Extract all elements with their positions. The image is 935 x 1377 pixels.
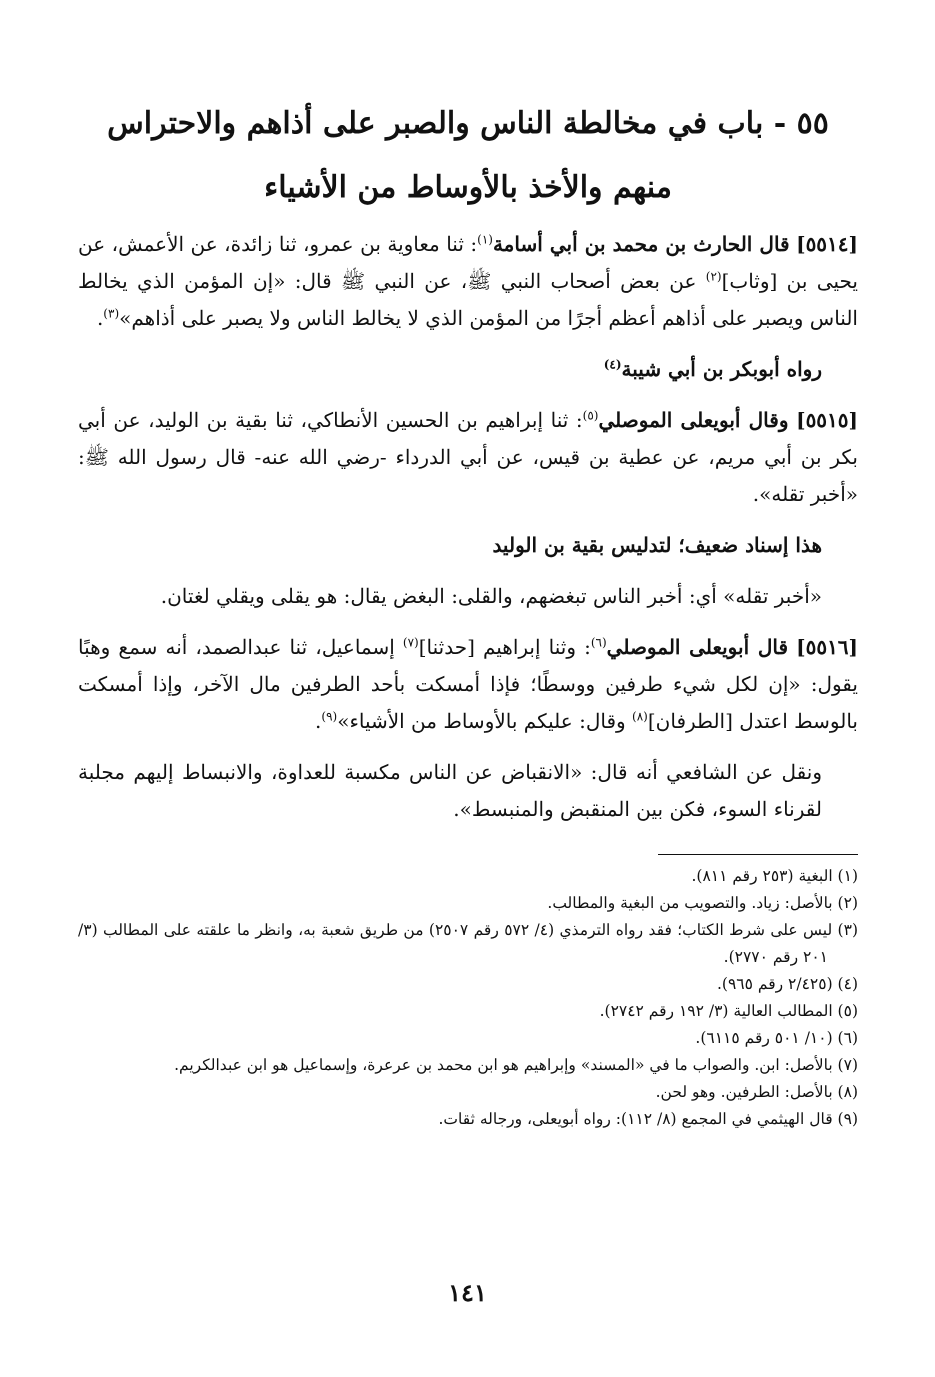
rawah-text: رواه أبوبكر بن أبي شيبة (621, 357, 822, 381)
footnote-ref: (٣) (103, 306, 120, 321)
footnote-6: (٦) (١٠/ ٥٠١ رقم ٦١١٥). (695, 1029, 858, 1047)
footnote-3: (٣) ليس على شرط الكتاب؛ فقد رواه الترمذي (٤/ ٥٧٢ رقم ٢٥٠٧) من طريق شعبة به، وانظر ما علقته على المطالب (٣/ ٢٠١ رقم ٢٧٧٠). (78, 921, 858, 966)
hadith-text: : ثنا معاوية بن عمرو، ثنا زائدة، عن الأعمش، عن يحيى بن [وثاب] (78, 232, 858, 293)
footnote-5: (٥) المطالب العالية (٣/ ١٩٢ رقم ٢٧٤٢). (599, 1002, 858, 1020)
footnote-ref: (٩) (321, 709, 338, 724)
hadith-number: [٥٥١٦] (796, 635, 859, 659)
hadith-text: عن بعض أصحاب النبي ﷺ، عن النبي ﷺ قال: «إن المؤمن الذي يخالط الناس ويصبر على أذاهم أعظم أجرًا من المؤمن الذي لا يخالط الناس ولا يصبر على أذاهم» (78, 269, 858, 330)
hadith-number: [٥٥١٤] (796, 232, 858, 256)
footnote-ref: (٢) (705, 269, 722, 284)
hadith-text: : ثنا إبراهيم بن الحسين الأنطاكي، ثنا بقية بن الوليد، عن أبي بكر بن أبي مريم، عن عطية بن قيس، عن أبي الدرداء -رضي الله عنه- قال رسول الله ﷺ: «أخبر تقله». (78, 408, 858, 506)
footnote-ref: (١) (477, 232, 493, 247)
hadith-5514 (78, 226, 858, 337)
hadith-text: إسماعيل، ثنا عبدالصمد، أنه سمع وهبًا يقول: «إن لكل شيء طرفين ووسطًا؛ فإذا أمسكت بأحد الطرفين مال الآخر، وإذا أمسكت بالوسط اعتدل [الطرفان] (78, 635, 858, 733)
footnote-ref: (٧) (402, 635, 419, 650)
hadith-text: وقال: عليكم بالأوساط من الأشياء» (337, 709, 633, 733)
footnote-ref: (٦) (590, 635, 607, 650)
footnote-separator (658, 854, 858, 855)
isnad-grading: هذا إسناد ضعيف؛ لتدليس بقية بن الوليد (492, 533, 822, 557)
footnotes (78, 863, 858, 1133)
footnote-ref: (٨) (632, 709, 648, 724)
hadith-text: : وثنا إبراهيم [حدثنا] (418, 635, 591, 659)
hadith-number: [٥٥١٥] (796, 408, 858, 432)
chapter-title-line-1: ٥٥ - باب في مخالطة الناس والصبر على أذاهم والاحتراس (107, 106, 829, 141)
footnote-1: (١) البغية (٢٥٣ رقم ٨١١). (691, 867, 858, 885)
hadith-end: . (315, 709, 322, 733)
footnote-9: (٩) قال الهيثمي في المجمع (٨/ ١١٢): رواه أبويعلى، ورجاله ثقات. (438, 1110, 858, 1128)
footnote-ref: (٤) (603, 357, 622, 372)
footnote-2: (٢) بالأصل: زياد. والتصويب من البغية والمطالب. (547, 894, 858, 912)
chapter-title (78, 92, 858, 220)
footnote-8: (٨) بالأصل: الطرفين. وهو لحن. (655, 1083, 858, 1101)
shafii-quote: ونقل عن الشافعي أنه قال: «الانقباض عن الناس مكسبة للعداوة، والانبساط إليهم مجلبة لقرناء السوء، فكن بين المنقبض والمنبسط». (78, 760, 822, 821)
page-number: ١٤١ (448, 1278, 487, 1307)
hadith-narrator: وقال أبويعلى الموصلي (598, 408, 789, 432)
hadith-narrator: قال الحارث بن محمد بن أبي أسامة (492, 232, 790, 256)
footnote-7: (٧) بالأصل: ابن. والصواب ما في «المسند» وإبراهيم هو ابن محمد بن عرعرة، وإسماعيل هو ابن عبدالكريم. (174, 1056, 858, 1074)
hadith-end: . (96, 306, 104, 330)
word-explanation: «أخبر تقله» أي: أخبر الناس تبغضهم، والقلى: البغض يقال: هو يقلى ويقلي لغتان. (160, 584, 822, 608)
rawah-line (78, 351, 858, 388)
hadith-5515 (78, 402, 858, 513)
footnote-ref: (٥) (582, 408, 599, 423)
page-content (78, 92, 858, 1342)
footnote-4: (٤) (٢/٤٢٥ رقم ٩٦٥). (717, 975, 858, 993)
hadith-narrator: قال أبويعلى الموصلي (606, 635, 789, 659)
chapter-title-line-2: منهم والأخذ بالأوساط من الأشياء (264, 170, 672, 205)
hadith-5516 (78, 629, 858, 740)
